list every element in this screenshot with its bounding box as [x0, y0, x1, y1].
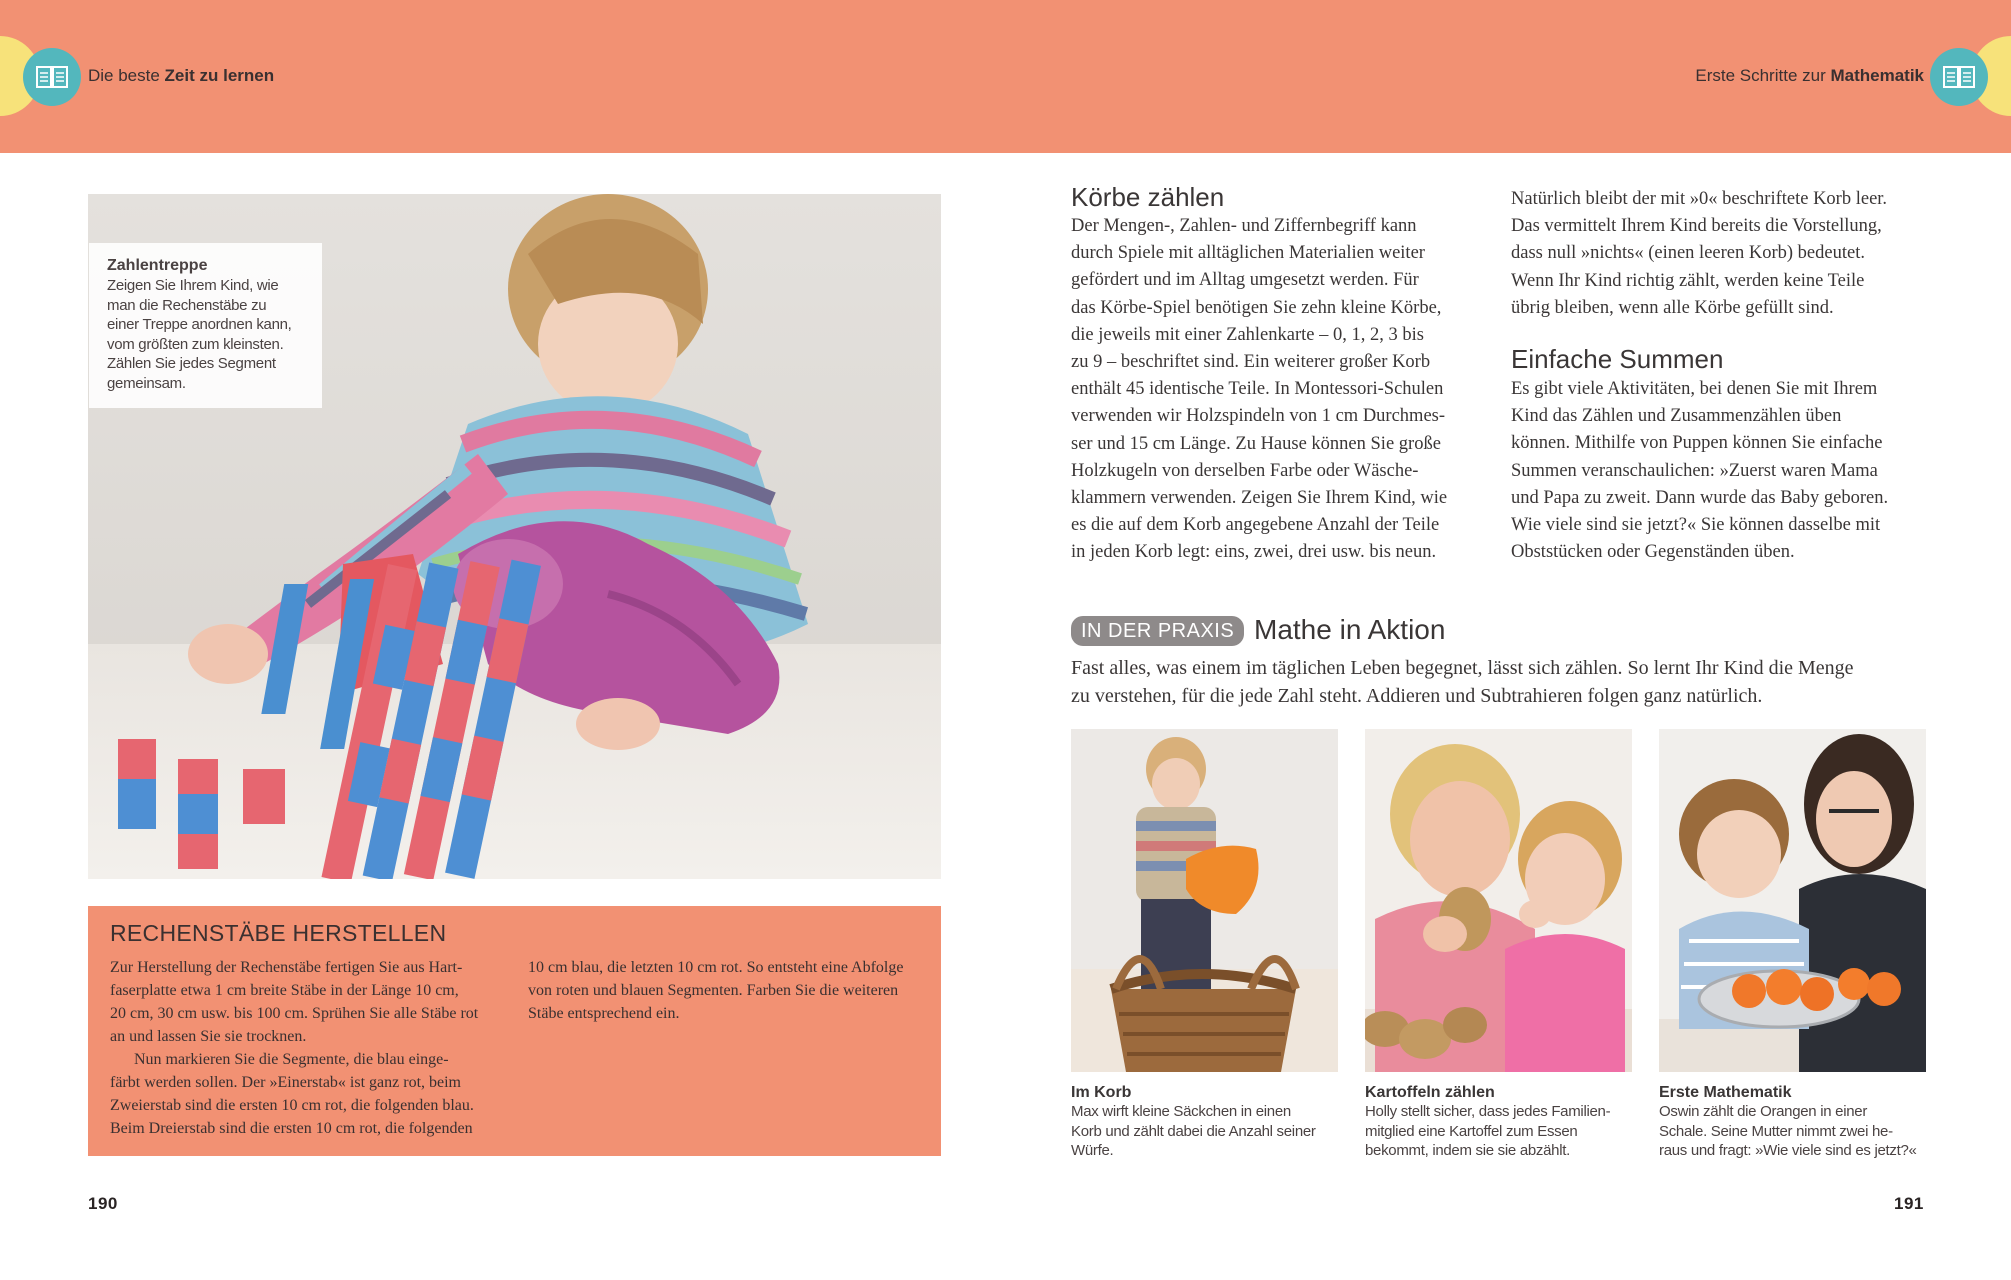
praxis-badge: IN DER PRAXIS [1071, 616, 1244, 646]
info-box-column-2: 10 cm blau, die letzten 10 cm rot. So entsteht eine Abfolge von roten und blauen Segmenten. Farben Sie die weiteren Stäbe entsprechend ein. [528, 959, 904, 1022]
koerbe-body-text: Der Mengen-, Zahlen- und Ziffernbegriff kann durch Spiele mit alltäglichen Materialien weiter gefördert und im Alltag umgesetzt werden. Für das Körbe-Spiel benötigen Sie zehn kleine Körbe, die jeweils mit einer Zahlenkarte – 0, 1, 2, 3 bis zu 9 – beschriftet sind. Ein weiterer großer Korb enthält 45 identische Teile. In Montessori-Schulen verwenden wir Holzspindeln von 1 cm Durchmes- ser und 15 cm Länge. Zu Hause können Sie große Holzkugeln von derselben Farbe oder Wäsche- klammern verwenden. Zeigen Sie Ihrem Kind, wie es die auf dem Korb angegebene Anzahl der Teile in jeden Korb legt: eins, zwei, drei usw. bis neun. [1071, 216, 1448, 563]
photo-caption-3: Erste Mathematik Oswin zählt die Orangen in einer Schale. Seine Mutter nimmt zwei he- raus und fragt: »Wie viele sind es jetzt?« [1659, 1084, 1917, 1159]
caption-text: Zeigen Sie Ihrem Kind, wie man die Rechenstäbe zu einer Treppe anordnen kann, vom größten zum kleinsten. Zählen Sie jedes Segment gemeinsam. [107, 277, 292, 392]
photo-caption-1: Im Korb Max wirft kleine Säckchen in einen Korb und zählt dabei die Anzahl seiner Würfe. [1071, 1084, 1316, 1159]
info-box-column-1: Zur Herstellung der Rechenstäbe fertigen Sie aus Hart- faserplatte etwa 1 cm breite Stäbe in der Länge 10 cm, 20 cm, 30 cm usw. bis 100 cm. Sprühen Sie alle Stäbe rot an und lassen Sie sie trocknen. Nun markieren Sie die Segmente, die blau einge- färbt werden sollen. Der »Einerstab« ist ganz rot, beim Zweierstab sind die ersten 10 cm rot, die folgenden blau. Beim Dreierstab sind die ersten 10 cm rot, die folgenden [110, 959, 479, 1137]
summen-body-text: Es gibt viele Aktivitäten, bei denen Sie mit Ihrem Kind das Zählen und Zusammenzählen üben können. Mithilfe von Puppen können Sie einfache Summen veranschaulichen: »Zuerst waren Mama und Papa zu zweit. Dann wurde das Baby geboren. Wie viele sind sie jetzt?« Sie können dasselbe mit Obststücken oder Gegenständen üben. [1511, 379, 1889, 563]
book-icon [1930, 48, 1988, 106]
caption-title: Zahlentreppe [107, 257, 208, 274]
running-head-left: Die beste Zeit zu lernen [88, 66, 275, 85]
koerbe-continuation-text: Natürlich bleibt der mit »0« beschriftete Korb leer. Das vermittelt Ihrem Kind bereits die Vorstellung, dass null »nichts« (einen leeren Korb) bedeutet. Wenn Ihr Kind richtig zählt, werden keine Teile übrig bleiben, wenn alle Körbe gefüllt sind. [1511, 189, 1888, 318]
section-title-summen: Einfache Summen [1511, 344, 1724, 374]
page-number-right: 191 [1894, 1194, 1924, 1213]
photo-boy-basket [1071, 729, 1338, 1072]
praxis-intro: Fast alles, was einem im täglichen Leben begegnet, lässt sich zählen. So lernt Ihr Kind die Menge zu verstehen, für die jede Zahl steht. Addieren und Subtrahieren folgen ganz natürlich. [1071, 657, 1854, 707]
praxis-title: Mathe in Aktion [1254, 614, 1446, 645]
photo-caption-box [89, 243, 322, 408]
book-icon [23, 48, 81, 106]
running-head-right: Erste Schritte zur Mathematik [1695, 66, 1924, 85]
info-box-title: RECHENSTÄBE HERSTELLEN [110, 920, 447, 946]
page-number-left: 190 [88, 1194, 118, 1213]
photo-mother-potato [1365, 729, 1632, 1072]
photo-boy-oranges [1659, 729, 1926, 1072]
info-box-rechenstaebe [88, 906, 941, 1156]
photo-caption-2: Kartoffeln zählen Holly stellt sicher, dass jedes Familien- mitglied eine Kartoffel zum Essen bekommt, indem sie sie abzählt. [1365, 1084, 1611, 1159]
section-title-koerbe: Körbe zählen [1071, 182, 1225, 212]
